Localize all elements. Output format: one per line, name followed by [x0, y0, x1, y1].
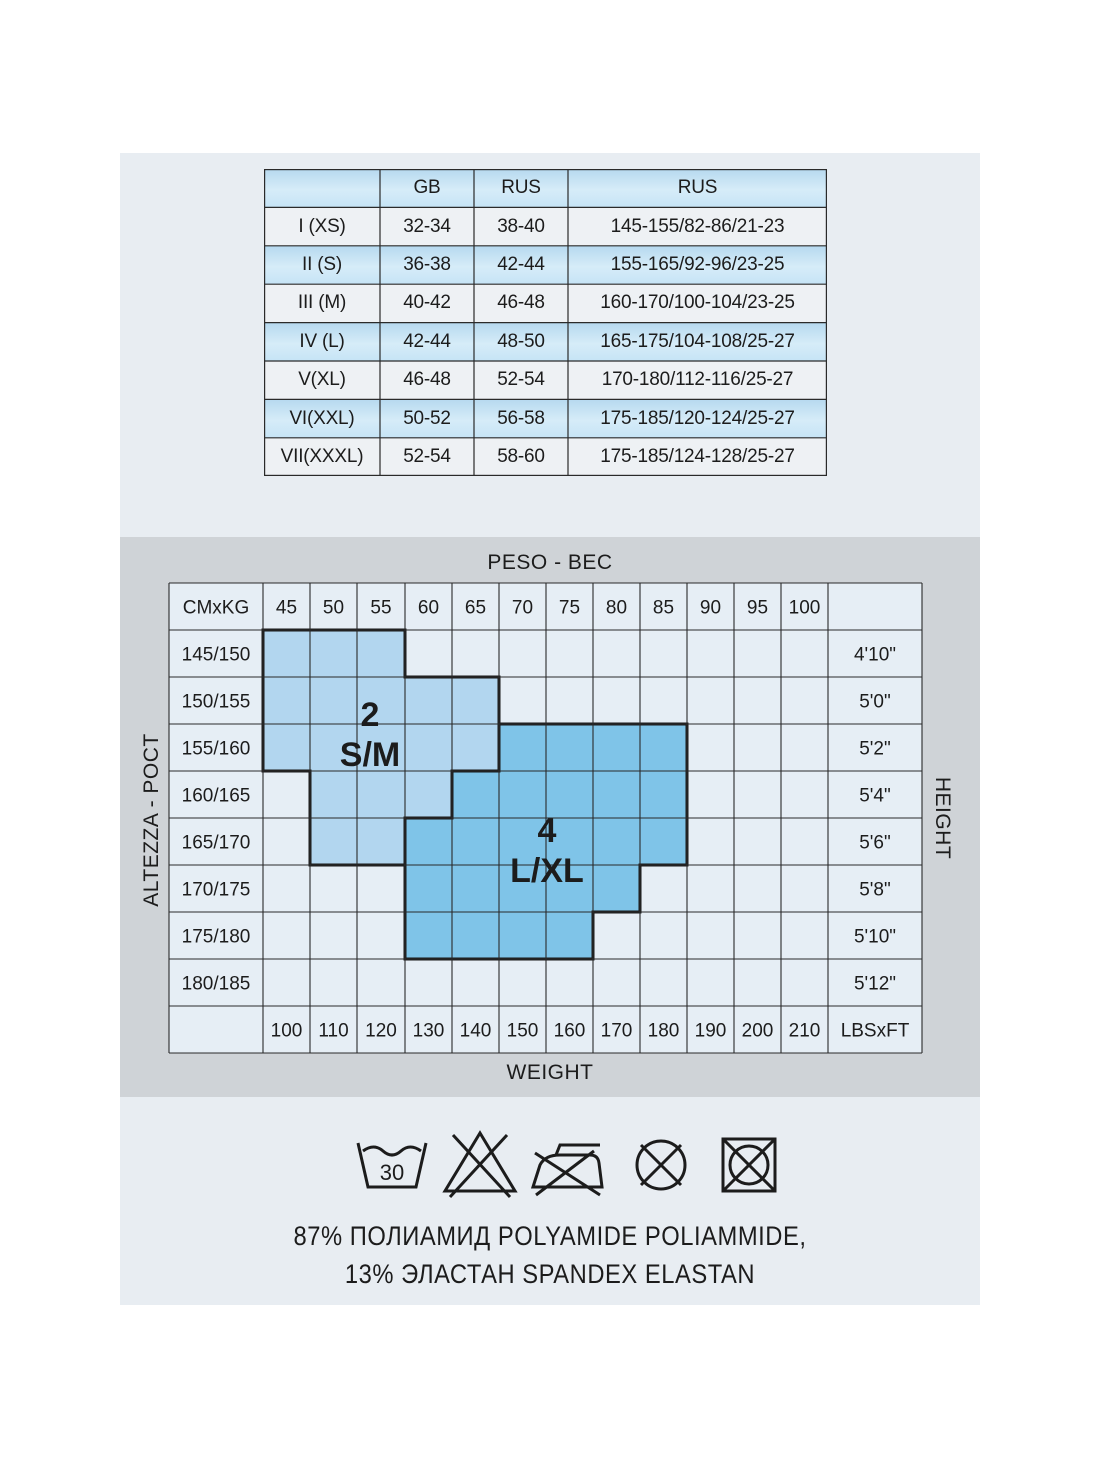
header-cell: GB [413, 177, 441, 199]
kg-label: 90 [699, 597, 722, 619]
gb-size: 40-42 [403, 292, 451, 314]
care-symbols [350, 1125, 780, 1205]
kg-label: 75 [558, 597, 581, 619]
gb-size: 52-54 [403, 445, 451, 467]
ft-label: 5'0" [859, 691, 891, 713]
kg-label: 70 [511, 597, 534, 619]
rus-size: 48-50 [497, 330, 545, 352]
lbs-label: 210 [788, 1020, 821, 1042]
lbs-corner-label: LBSxFT [840, 1020, 910, 1042]
no-iron-icon [533, 1145, 602, 1195]
lbs-label: 100 [270, 1020, 303, 1042]
lbs-label: 150 [506, 1020, 539, 1042]
lbs-label: 120 [365, 1020, 397, 1042]
gb-size: 42-44 [403, 330, 451, 352]
kg-label: 100 [788, 597, 821, 619]
gb-size: 32-34 [403, 215, 451, 237]
lbs-label: 180 [647, 1020, 680, 1042]
ft-label: 5'12" [853, 973, 897, 995]
kg-label: 95 [746, 597, 769, 619]
rus-size: 46-48 [497, 292, 545, 314]
size-name: V(XL) [298, 369, 346, 391]
ft-label: 4'10" [853, 644, 897, 666]
no-dry-clean-icon [637, 1141, 685, 1189]
cm-label: 170/175 [181, 879, 251, 901]
cm-label: 150/155 [181, 691, 251, 713]
kg-label: 45 [275, 597, 298, 619]
rus-measurements: 175-185/120-124/25-27 [600, 407, 795, 429]
right-axis-title: HEIGHT [931, 776, 954, 860]
cm-label: 165/170 [181, 832, 251, 854]
zone-4-size: L/XL [510, 852, 584, 890]
gb-size: 46-48 [403, 369, 451, 391]
rus-size: 58-60 [497, 445, 545, 467]
kg-label: 50 [322, 597, 345, 619]
cm-label: 160/165 [181, 785, 251, 807]
size-name: IV (L) [299, 330, 345, 352]
rus-size: 56-58 [497, 407, 545, 429]
lbs-label: 190 [694, 1020, 727, 1042]
kg-label: 85 [652, 597, 675, 619]
composition-line-2: 13% ЭЛАСТАН SPANDEX ELASTAN [344, 1259, 756, 1289]
rus-measurements: 170-180/112-116/25-27 [601, 369, 794, 391]
size-name: I (XS) [298, 215, 346, 237]
wash-temp: 30 [379, 1160, 405, 1185]
cm-label: 180/185 [181, 973, 251, 995]
lbs-label: 130 [412, 1020, 445, 1042]
cm-label: 155/160 [181, 738, 251, 760]
top-axis-title: PESO - BEC [487, 551, 613, 574]
ft-label: 5'10" [853, 926, 897, 948]
zone-2-label [310, 695, 430, 775]
rus-measurements: 155-165/92-96/23-25 [610, 253, 785, 275]
header-cell: RUS [677, 177, 718, 199]
gb-size: 36-38 [403, 253, 451, 275]
size-name: III (M) [297, 292, 347, 314]
zone-2-size: S/M [339, 736, 401, 774]
rus-measurements: 160-170/100-104/23-25 [600, 292, 795, 314]
kg-label: 55 [370, 597, 392, 619]
rus-measurements: 145-155/82-86/21-23 [610, 215, 785, 237]
lbs-label: 200 [741, 1020, 774, 1042]
lbs-label: 110 [318, 1020, 349, 1042]
lbs-label: 160 [553, 1020, 586, 1042]
zone-4-label [487, 811, 607, 891]
header-cell: RUS [501, 177, 541, 199]
rus-size: 52-54 [497, 369, 545, 391]
corner-label: CMxKG [182, 597, 250, 619]
ft-label: 5'4" [859, 785, 891, 807]
no-bleach-icon [445, 1133, 515, 1197]
wash-30-icon [358, 1143, 426, 1187]
zone-2-number: 2 [360, 696, 380, 734]
gb-size: 50-52 [403, 407, 451, 429]
rus-size: 38-40 [497, 215, 545, 237]
kg-label: 60 [417, 597, 440, 619]
bottom-axis-title: WEIGHT [506, 1061, 594, 1084]
ft-label: 5'6" [859, 832, 891, 854]
composition-line-1: 87% ПОЛИАМИД POLYAMIDE POLIAMMIDE, [293, 1221, 807, 1251]
kg-label: 80 [605, 597, 628, 619]
cm-label: 145/150 [181, 644, 251, 666]
lbs-label: 140 [459, 1020, 492, 1042]
rus-size: 42-44 [497, 253, 545, 275]
rus-measurements: 175-185/124-128/25-27 [600, 445, 795, 467]
cm-label: 175/180 [181, 926, 251, 948]
left-axis-title: ALTEZZA - POCT [140, 733, 163, 907]
rus-measurements: 165-175/104-108/25-27 [600, 330, 795, 352]
kg-label: 65 [464, 597, 487, 619]
ft-label: 5'2" [859, 738, 891, 760]
zone-4-number: 4 [537, 812, 557, 850]
lbs-label: 170 [600, 1020, 633, 1042]
size-name: VII(XXXL) [280, 445, 364, 467]
no-tumble-dry-icon [723, 1139, 775, 1191]
ft-label: 5'8" [859, 879, 891, 901]
size-name: II (S) [302, 253, 342, 275]
size-name: VI(XXL) [289, 407, 355, 429]
